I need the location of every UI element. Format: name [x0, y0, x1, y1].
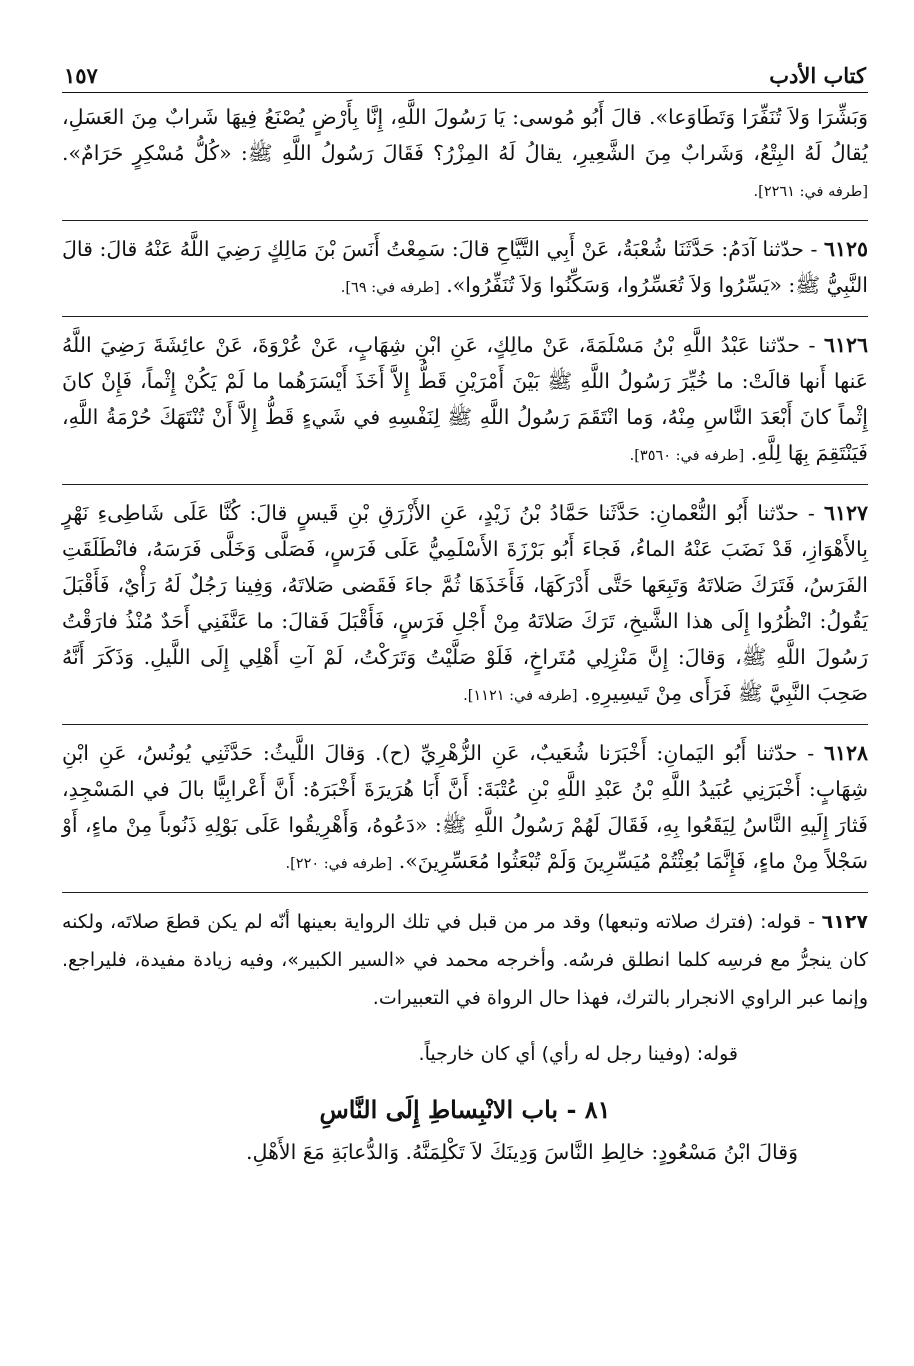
chapter-heading — [62, 1095, 868, 1124]
chapter-title: - باب الانْبِساطِ إِلَى النَّاسِ — [319, 1095, 577, 1124]
hadith-text: - حدّثنا أَبُو النُّعْمانِ: حَدَّثَنا حَمَّادُ بْنُ زَيْدٍ، عَنِ الأَزْرَقِ بْنِ قَيسٍ قالَ: كُنَّا عَلَى شَاطِىءِ نَهْرٍ بِالأَهْوَازِ، قَدْ نَضَبَ عَنْهُ الماءُ، فَجاءَ أَبُو بَرْزَةَ الأَسْلَمِيُّ عَلَى فَرَسٍ، فَصَلَّى وَخَلَّى فَرَسَهُ، فانْطَلَقَتِ الفَرَسُ، فَتَرَكَ صَلاتَهُ وَتَبِعَها حَتَّى أَدْرَكَهَا، فَأَخَذَهَا ثُمَّ جاءَ فَقَضى صَلاتَهُ، وَفِينا رَجُلٌ لَهُ رَأْيٌ، فَأَقْبَلَ يَقُولُ: انْظُرُوا إِلَى هذا الشَّيخِ، تَرَكَ صَلاتَهُ مِنْ أَجْلِ فَرَسٍ، فَأَقْبَلَ فَقالَ: ما عَنَّفَنِي أَحَدٌ مُنْذُ فارَقْتُ رَسُولَ اللَّهِ ﷺ، وَقالَ: إِنَّ مَنْزِلِي مُتَراخٍ، فَلَوْ صَلَّيْتُ وَتَرَكْتُ، لَمْ آتِ أَهْلِي إِلَى اللَّيلِ. وَذَكَرَ أَنَّهُ صَحِبَ النَّبِيَّ ﷺ فَرَأَى مِنْ تَيسِيرِهِ. — [62, 501, 868, 705]
book-title: كتاب الأدب — [769, 63, 866, 88]
cross-reference: [طرفه في: ٣٥٦٠]. — [629, 448, 745, 464]
cross-reference: [طرفه في: ٢٢٠]. — [285, 856, 393, 872]
hadith-6126 — [62, 321, 868, 480]
hadith-6127 — [62, 489, 868, 720]
hadith-number: ٦١٢٥ — [823, 237, 868, 261]
cross-reference: [طرفه في: ١١٢١]. — [463, 688, 578, 704]
commentary-number: ٦١٢٧ — [821, 911, 868, 933]
commentary-note — [62, 1017, 868, 1073]
chapter-number: ٨١ — [584, 1095, 611, 1124]
book-page — [62, 48, 868, 1338]
page-number: ١٥٧ — [64, 63, 98, 88]
hadith-text: - حدّثنا آدَمُ: حَدَّثَنَا شُعْبَةُ، عَنْ أَبِي التَّيَّاحِ قالَ: سَمِعْتُ أَنَسَ بْنَ مَالِكٍ رَضِيَ اللَّهُ عَنْهُ قالَ: قالَ النَّبِيُّ ﷺ: «يَسِّرُوا وَلاَ تُعَسِّرُوا، وَسَكِّنُوا وَلاَ تُنَفِّرُوا». — [62, 237, 868, 297]
hadith-number: ٦١٢٦ — [823, 333, 868, 357]
hadith-6125 — [62, 225, 868, 312]
hadith-number: ٦١٢٧ — [823, 501, 868, 525]
hadith-divider — [62, 316, 868, 317]
commentary-text: قوله: (وفينا رجل له رأي) أي كان خارجياً. — [418, 1043, 738, 1065]
commentary-divider — [62, 892, 868, 893]
hadith-text: - حدّثنا عَبْدُ اللَّهِ بْنُ مَسْلَمَةَ، عَنْ مالِكٍ، عَنِ ابْنِ شِهَابٍ، عَنْ عُرْوَةَ، عَنْ عائِشَةَ رَضِيَ اللَّهُ عَنها أَنها قالَتْ: ما خُيِّرَ رَسُولُ اللَّهِ ﷺ بَيْنَ أَمْرَيْنِ قَطُّ إِلاَّ أَخَذَ أَيْسَرَهُما ما لَمْ يَكُنْ إِثْماً، فَإِنْ كانَ إِثْماً كانَ أَبْعَدَ النَّاسِ مِنْهُ، وَما انْتَقَمَ رَسُولُ اللَّهِ ﷺ لِنَفْسِهِ في شَيءٍ قَطُّ إِلاَّ أَنْ تُنْتَهَكَ حُرْمَةُ اللَّهِ، فَيَنْتَقِمَ بِهَا لِلَّهِ. — [62, 333, 868, 465]
athar-text: وَقالَ ابْنُ مَسْعُودٍ: خالِطِ النَّاسَ وَدِينَكَ لاَ تَكْلِمَنَّهُ. وَالدُّعابَةِ مَعَ الأَهْلِ. — [246, 1140, 798, 1164]
hadith-divider — [62, 484, 868, 485]
cross-reference: [طرفه في: ٢٢٦١]. — [753, 184, 868, 200]
page-header — [62, 48, 868, 93]
hadith-continuation — [62, 93, 868, 216]
hadith-text: وَبَشِّرَا وَلاَ تُنَفِّرَا وَتَطَاوَعا». قالَ أَبُو مُوسى: يَا رَسُولَ اللَّهِ، إِنَّا بِأَرْضٍ يُصْنَعُ فِيهَا شَرابٌ مِنَ العَسَلِ، يُقالُ لَهُ البِتْعُ، وَشَرابٌ مِنَ الشَّعِيرِ، يقالُ لَهُ المِزْرُ؟ فَقَالَ رَسُولُ اللَّهِ ﷺ: «كُلُّ مُسْكِرٍ حَرَامٌ». — [62, 105, 868, 165]
hadith-6128 — [62, 729, 868, 888]
hadith-divider — [62, 724, 868, 725]
commentary-6127 — [62, 897, 868, 1017]
commentary-text: - قوله: (فترك صلاته وتبعها) وقد مر من قبل في تلك الرواية بعينها أنّه لم يكن قطعَ صلاتَه، ولكنه كان ينجرُّ مع فرسِه كلما انطلق فرسُه. وأخرجه محمد في «السير الكبير»، وفيه زيادة مفيدة، فليراجع. وإنما عبر الراوي الانجرار بالترك، فهذا حال الرواة في التعبيرات. — [62, 911, 868, 1009]
hadith-text: - حدّثنا أَبُو اليَمانِ: أَخْبَرَنا شُعَيبٌ، عَنِ الزُّهْرِيِّ (ح). وَقالَ اللَّيثُ: حَدَّثَنِي يُونُسُ، عَنِ ابْنِ شِهَابٍ: أَخْبَرَنِي عُبَيدُ اللَّهِ بْنُ عَبْدِ اللَّهِ بْنِ عُتْبَةَ: أَنَّ أَبَا هُرَيرَةَ أَخْبَرَهُ: أَنَّ أَعْرابِيًّا بالَ في المَسْجِدِ، فَثارَ إِلَيهِ النَّاسُ لِيَقَعُوا بِهِ، فَقَالَ لَهُمْ رَسُولُ اللَّهِ ﷺ: «دَعُوهُ، وَأَهْرِيقُوا عَلَى بَوْلِهِ ذَنُوباً مِنْ ماءٍ، أَوْ سَجْلاً مِنْ ماءٍ، فَإِنَّمَا بُعِثْتُمْ مُيَسِّرِينَ وَلَمْ تُبْعَثُوا مُعَسِّرِينَ». — [62, 741, 868, 873]
hadith-number: ٦١٢٨ — [823, 741, 868, 765]
cross-reference: [طرفه في: ٦٩]. — [340, 280, 440, 296]
hadith-divider — [62, 220, 868, 221]
